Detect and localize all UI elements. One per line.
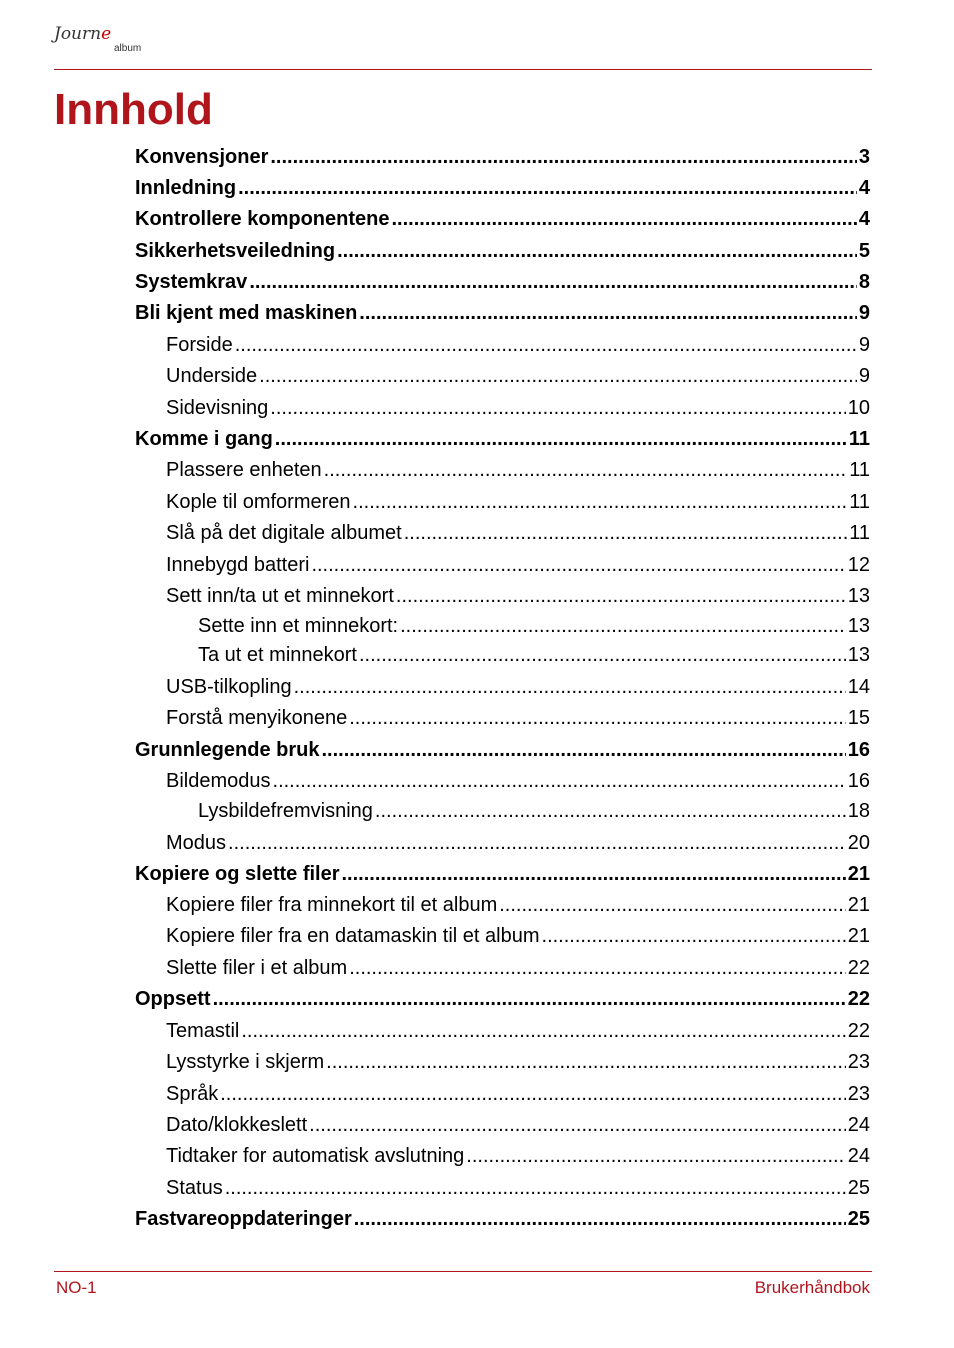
toc-entry-label: Status bbox=[166, 1177, 223, 1199]
toc-entry-page-number: 13 bbox=[847, 644, 870, 666]
toc-entry[interactable] bbox=[166, 522, 870, 544]
toc-dot-leader bbox=[359, 644, 846, 666]
toc-entry[interactable] bbox=[166, 365, 870, 387]
toc-entry-page-number: 3 bbox=[858, 146, 870, 168]
toc-entry[interactable] bbox=[166, 459, 870, 481]
toc-dot-leader bbox=[353, 491, 848, 513]
toc-entry-page-number: 8 bbox=[858, 271, 870, 293]
toc-entry-page-number: 5 bbox=[858, 240, 870, 262]
toc-dot-leader bbox=[259, 365, 857, 387]
toc-entry-label: Sikkerhetsveiledning bbox=[135, 240, 336, 262]
toc-entry[interactable] bbox=[198, 644, 870, 666]
toc-dot-leader bbox=[349, 707, 846, 729]
toc-entry-label: Bli kjent med maskinen bbox=[135, 302, 358, 324]
toc-entry-page-number: 11 bbox=[848, 428, 870, 450]
toc-entry[interactable] bbox=[166, 957, 870, 979]
toc-entry-label: Sette inn et minnekort: bbox=[198, 615, 399, 637]
toc-entry[interactable] bbox=[135, 146, 870, 168]
toc-entry-label: Forside bbox=[166, 334, 233, 356]
toc-entry-page-number: 20 bbox=[847, 832, 870, 854]
toc-dot-leader bbox=[324, 459, 848, 481]
toc-entry[interactable] bbox=[166, 554, 870, 576]
toc-dot-leader bbox=[542, 925, 846, 947]
toc-entry[interactable] bbox=[198, 800, 870, 822]
toc-entry-label: Ta ut et minnekort bbox=[198, 644, 357, 666]
toc-dot-leader bbox=[321, 739, 845, 761]
toc-entry-page-number: 12 bbox=[847, 554, 870, 576]
logo-script: Journe bbox=[54, 24, 112, 44]
toc-entry[interactable] bbox=[135, 208, 870, 230]
toc-entry[interactable] bbox=[166, 1020, 870, 1042]
footer-page-number: NO-1 bbox=[56, 1278, 97, 1297]
toc-dot-leader bbox=[213, 988, 846, 1010]
toc-entry-label: Forstå menyikonene bbox=[166, 707, 348, 729]
toc-entry-page-number: 13 bbox=[847, 585, 870, 607]
toc-dot-leader bbox=[270, 146, 857, 168]
toc-dot-leader bbox=[270, 397, 845, 419]
toc-dot-leader bbox=[273, 770, 846, 792]
toc-dot-leader bbox=[466, 1145, 845, 1167]
toc-entry-page-number: 22 bbox=[847, 957, 870, 979]
toc-dot-leader bbox=[337, 240, 857, 262]
toc-entry-page-number: 21 bbox=[847, 925, 870, 947]
toc-entry-label: Temastil bbox=[166, 1020, 240, 1042]
toc-entry[interactable] bbox=[166, 334, 870, 356]
toc-entry-label: Slette filer i et album bbox=[166, 957, 348, 979]
toc-entry-page-number: 9 bbox=[858, 302, 870, 324]
toc-entry-page-number: 9 bbox=[858, 365, 870, 387]
toc-dot-leader bbox=[359, 302, 857, 324]
toc-dot-leader bbox=[220, 1083, 846, 1105]
toc-entry-label: Sidevisning bbox=[166, 397, 269, 419]
toc-entry-page-number: 22 bbox=[847, 1020, 870, 1042]
toc-entry-page-number: 22 bbox=[847, 988, 870, 1010]
toc-entry[interactable] bbox=[166, 832, 870, 854]
toc-entry-page-number: 11 bbox=[849, 491, 870, 513]
toc-dot-leader bbox=[235, 334, 857, 356]
toc-entry[interactable] bbox=[135, 240, 870, 262]
toc-entry-label: Innebygd batteri bbox=[166, 554, 310, 576]
toc-entry-page-number: 18 bbox=[847, 800, 870, 822]
toc-dot-leader bbox=[342, 863, 846, 885]
toc-entry-page-number: 14 bbox=[847, 676, 870, 698]
toc-entry-label: Oppsett bbox=[135, 988, 211, 1010]
header-rule bbox=[54, 69, 872, 70]
toc-entry-label: USB-tilkopling bbox=[166, 676, 292, 698]
toc-entry[interactable] bbox=[166, 894, 870, 916]
toc-dot-leader bbox=[391, 208, 856, 230]
toc-dot-leader bbox=[309, 1114, 846, 1136]
toc-entry[interactable] bbox=[166, 676, 870, 698]
toc-dot-leader bbox=[228, 832, 846, 854]
toc-entry[interactable] bbox=[135, 863, 870, 885]
toc-entry-label: Konvensjoner bbox=[135, 146, 269, 168]
toc-entry[interactable] bbox=[135, 271, 870, 293]
toc-entry[interactable] bbox=[166, 1177, 870, 1199]
toc-dot-leader bbox=[404, 522, 848, 544]
logo-word: album bbox=[114, 43, 142, 54]
toc-entry-page-number: 23 bbox=[847, 1083, 870, 1105]
toc-entry-label: Bildemodus bbox=[166, 770, 271, 792]
toc-entry[interactable] bbox=[135, 1208, 870, 1230]
toc-entry-page-number: 21 bbox=[847, 863, 870, 885]
toc-entry[interactable] bbox=[198, 615, 870, 637]
toc-entry-label: Plassere enheten bbox=[166, 459, 322, 481]
toc-entry-label: Modus bbox=[166, 832, 227, 854]
toc-dot-leader bbox=[349, 957, 846, 979]
toc-entry-label: Språk bbox=[166, 1083, 219, 1105]
toc-dot-leader bbox=[499, 894, 846, 916]
toc-entry-page-number: 15 bbox=[847, 707, 870, 729]
toc-entry[interactable] bbox=[166, 770, 870, 792]
toc-entry[interactable] bbox=[166, 925, 870, 947]
toc-entry-page-number: 24 bbox=[847, 1114, 870, 1136]
toc-entry[interactable] bbox=[166, 491, 870, 513]
toc-entry-page-number: 4 bbox=[858, 177, 870, 199]
toc-entry-page-number: 9 bbox=[858, 334, 870, 356]
toc-entry[interactable] bbox=[135, 428, 870, 450]
toc-entry[interactable] bbox=[166, 1114, 870, 1136]
toc-dot-leader bbox=[249, 271, 857, 293]
toc-entry-page-number: 10 bbox=[847, 397, 870, 419]
toc-entry-label: Kontrollere komponentene bbox=[135, 208, 390, 230]
journe-album-logo bbox=[54, 24, 154, 62]
toc-entry[interactable] bbox=[135, 302, 870, 324]
toc-entry-label: Lysbildefremvisning bbox=[198, 800, 373, 822]
toc-entry-page-number: 13 bbox=[847, 615, 870, 637]
toc-entry-label: Sett inn/ta ut et minnekort bbox=[166, 585, 394, 607]
toc-dot-leader bbox=[326, 1051, 846, 1073]
toc-entry[interactable] bbox=[166, 397, 870, 419]
toc-entry-page-number: 11 bbox=[849, 522, 870, 544]
toc-entry-page-number: 21 bbox=[847, 894, 870, 916]
toc-entry-page-number: 23 bbox=[847, 1051, 870, 1073]
toc-entry-page-number: 16 bbox=[847, 770, 870, 792]
toc-dot-leader bbox=[311, 554, 845, 576]
toc-entry-label: Lysstyrke i skjerm bbox=[166, 1051, 325, 1073]
toc-entry-page-number: 25 bbox=[847, 1208, 870, 1230]
toc-dot-leader bbox=[400, 615, 846, 637]
toc-dot-leader bbox=[294, 676, 846, 698]
toc-entry[interactable] bbox=[166, 1083, 870, 1105]
toc-entry-page-number: 25 bbox=[847, 1177, 870, 1199]
toc-entry[interactable] bbox=[166, 1145, 870, 1167]
toc-entry[interactable] bbox=[135, 739, 870, 761]
toc-dot-leader bbox=[275, 428, 847, 450]
toc-entry-label: Kopiere og slette filer bbox=[135, 863, 340, 885]
page-title: Innhold bbox=[54, 85, 213, 134]
toc-entry-label: Systemkrav bbox=[135, 271, 248, 293]
toc-dot-leader bbox=[396, 585, 846, 607]
toc-entry-label: Dato/klokkeslett bbox=[166, 1114, 308, 1136]
toc-entry-label: Kopiere filer fra en datamaskin til et album bbox=[166, 925, 540, 947]
toc-entry-page-number: 4 bbox=[858, 208, 870, 230]
toc-dot-leader bbox=[225, 1177, 846, 1199]
toc-entry-label: Kopiere filer fra minnekort til et album bbox=[166, 894, 498, 916]
toc-dot-leader bbox=[375, 800, 846, 822]
toc-entry-label: Tidtaker for automatisk avslutning bbox=[166, 1145, 465, 1167]
toc-entry[interactable] bbox=[135, 177, 870, 199]
toc-entry-label: Fastvareoppdateringer bbox=[135, 1208, 352, 1230]
footer-rule bbox=[54, 1271, 872, 1272]
toc-entry[interactable] bbox=[166, 585, 870, 607]
toc-dot-leader bbox=[238, 177, 857, 199]
toc-entry[interactable] bbox=[166, 1051, 870, 1073]
toc-entry-label: Slå på det digitale albumet bbox=[166, 522, 402, 544]
toc-entry-label: Komme i gang bbox=[135, 428, 273, 450]
toc-entry-label: Kople til omformeren bbox=[166, 491, 351, 513]
toc-entry-label: Innledning bbox=[135, 177, 237, 199]
toc-entry[interactable] bbox=[166, 707, 870, 729]
toc-entry-page-number: 24 bbox=[847, 1145, 870, 1167]
toc-entry-label: Grunnlegende bruk bbox=[135, 739, 320, 761]
toc-entry-page-number: 11 bbox=[849, 459, 870, 481]
toc-dot-leader bbox=[354, 1208, 846, 1230]
toc-dot-leader bbox=[241, 1020, 845, 1042]
toc-entry-page-number: 16 bbox=[847, 739, 870, 761]
footer-manual-title: Brukerhåndbok bbox=[754, 1278, 870, 1297]
toc-entry[interactable] bbox=[135, 988, 870, 1010]
toc-entry-label: Underside bbox=[166, 365, 258, 387]
